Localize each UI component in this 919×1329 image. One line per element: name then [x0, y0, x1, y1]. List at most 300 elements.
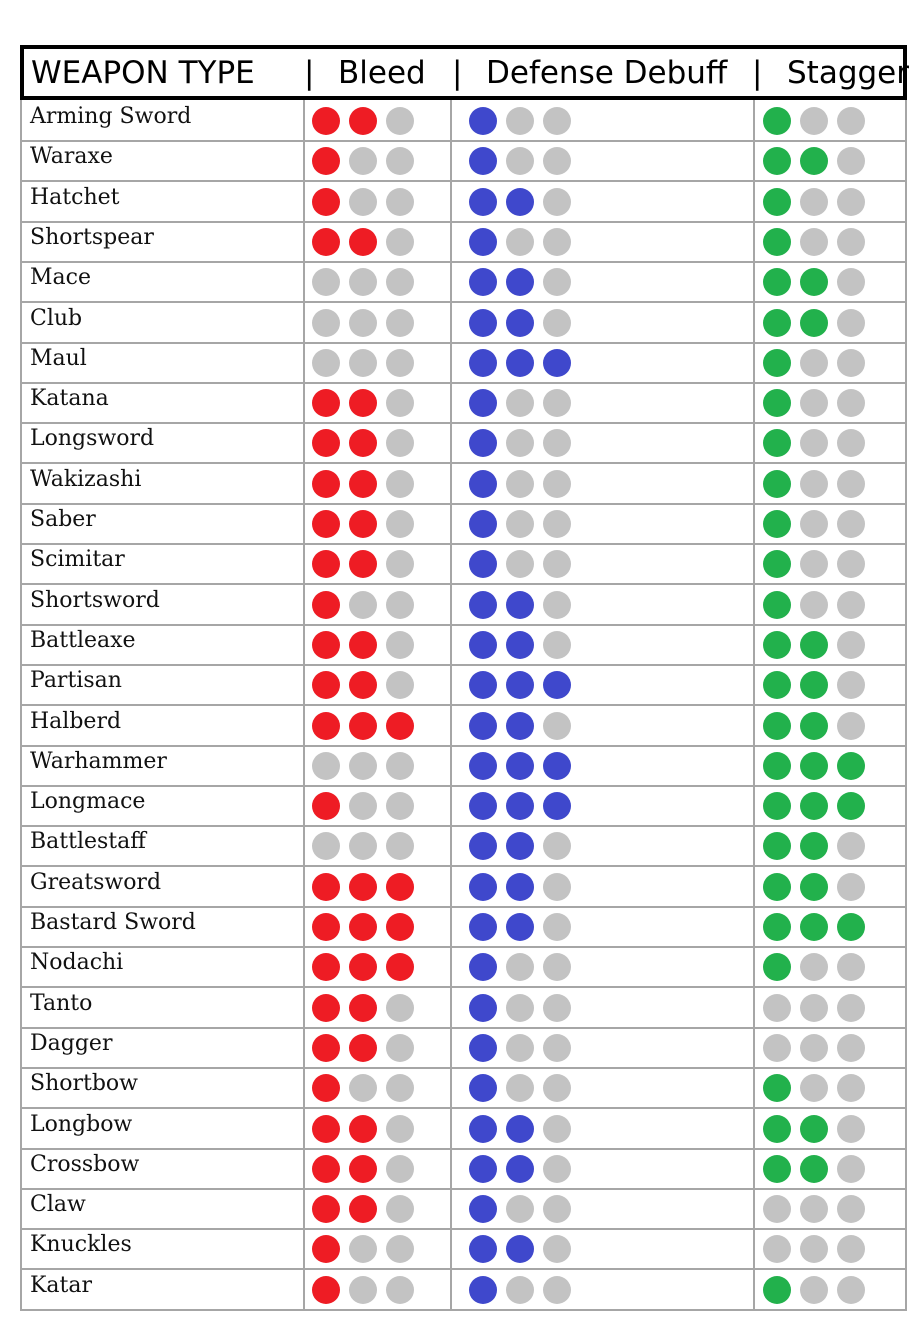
stagger-rating-dot [800, 429, 828, 457]
stagger-rating-dot [763, 631, 791, 659]
bleed-rating-dot [386, 873, 414, 901]
defense-debuff-rating-dot [506, 873, 534, 901]
defense-debuff-rating-dot [506, 953, 534, 981]
stagger-rating-dot [800, 309, 828, 337]
stagger-rating-dot [837, 550, 865, 578]
table-row [20, 866, 907, 907]
stagger-rating-dot [763, 712, 791, 740]
stagger-rating-dot [763, 913, 791, 941]
weapon-name: Shortsword [30, 587, 160, 613]
stagger-rating-dot [800, 1235, 828, 1263]
defense-debuff-rating-dot [469, 712, 497, 740]
stagger-rating-dot [763, 1195, 791, 1223]
bleed-rating-dot [349, 188, 377, 216]
defense-debuff-rating-dot [469, 1195, 497, 1223]
table-row [20, 745, 907, 786]
stagger-rating-dot [763, 953, 791, 981]
defense-debuff-rating-dot [543, 1074, 571, 1102]
defense-debuff-rating-dot [543, 1235, 571, 1263]
stagger-rating-dot [763, 228, 791, 256]
bleed-rating-dot [386, 1155, 414, 1183]
defense-debuff-rating-dot [543, 873, 571, 901]
bleed-rating-dot [386, 1115, 414, 1143]
defense-debuff-rating-dot [543, 1195, 571, 1223]
stagger-rating-dot [763, 107, 791, 135]
defense-debuff-rating-dot [469, 832, 497, 860]
bleed-rating-dot [312, 873, 340, 901]
bleed-rating-dot [386, 510, 414, 538]
bleed-rating-dot [349, 1155, 377, 1183]
defense-debuff-rating-dot [469, 752, 497, 780]
weapon-name: Halberd [30, 708, 122, 734]
defense-debuff-rating-dot [543, 832, 571, 860]
defense-debuff-rating-dot [469, 228, 497, 256]
table-row [20, 422, 907, 463]
bleed-rating-dot [386, 792, 414, 820]
bleed-rating-dot [349, 953, 377, 981]
defense-debuff-rating-dot [469, 147, 497, 175]
defense-debuff-rating-dot [506, 631, 534, 659]
defense-debuff-rating-dot [543, 429, 571, 457]
defense-debuff-rating-dot [469, 591, 497, 619]
stagger-rating-dot [763, 309, 791, 337]
defense-debuff-rating-dot [469, 309, 497, 337]
table-row [20, 302, 907, 343]
bleed-rating-dot [312, 107, 340, 135]
defense-debuff-rating-dot [543, 349, 571, 377]
table-row [20, 140, 907, 181]
bleed-rating-dot [312, 550, 340, 578]
stagger-rating-dot [763, 1034, 791, 1062]
bleed-rating-dot [349, 1034, 377, 1062]
weapon-name: Warhammer [30, 748, 167, 774]
stagger-rating-dot [837, 752, 865, 780]
defense-debuff-rating-dot [506, 1195, 534, 1223]
bleed-rating-dot [312, 429, 340, 457]
table-header [20, 45, 910, 100]
stagger-rating-dot [837, 712, 865, 740]
bleed-rating-dot [312, 1155, 340, 1183]
defense-debuff-rating-dot [506, 591, 534, 619]
stagger-rating-dot [800, 147, 828, 175]
bleed-rating-dot [349, 470, 377, 498]
table-row [20, 624, 907, 665]
defense-debuff-rating-dot [469, 1074, 497, 1102]
stagger-rating-dot [800, 832, 828, 860]
stagger-rating-dot [763, 792, 791, 820]
stagger-rating-dot [800, 1276, 828, 1304]
stagger-rating-dot [800, 1155, 828, 1183]
defense-debuff-rating-dot [469, 1276, 497, 1304]
bleed-rating-dot [312, 1074, 340, 1102]
defense-debuff-rating-dot [469, 349, 497, 377]
stagger-rating-dot [763, 470, 791, 498]
bleed-rating-dot [312, 671, 340, 699]
bleed-rating-dot [312, 1115, 340, 1143]
weapon-name: Battleaxe [30, 627, 136, 653]
bleed-rating-dot [349, 550, 377, 578]
bleed-rating-dot [349, 268, 377, 296]
weapon-name: Mace [30, 265, 91, 291]
stagger-rating-dot [763, 268, 791, 296]
bleed-rating-dot [312, 268, 340, 296]
stagger-rating-dot [837, 913, 865, 941]
bleed-rating-dot [386, 671, 414, 699]
defense-debuff-rating-dot [469, 873, 497, 901]
defense-debuff-rating-dot [543, 389, 571, 417]
stagger-rating-dot [800, 188, 828, 216]
defense-debuff-rating-dot [469, 671, 497, 699]
bleed-rating-dot [386, 470, 414, 498]
weapon-name: Knuckles [30, 1232, 132, 1258]
stagger-rating-dot [763, 752, 791, 780]
stagger-rating-dot [837, 188, 865, 216]
bleed-rating-dot [349, 309, 377, 337]
defense-debuff-rating-dot [469, 792, 497, 820]
bleed-rating-dot [386, 913, 414, 941]
bleed-rating-dot [386, 147, 414, 175]
stagger-rating-dot [800, 470, 828, 498]
stagger-rating-dot [837, 1074, 865, 1102]
bleed-rating-dot [349, 994, 377, 1022]
defense-debuff-rating-dot [506, 309, 534, 337]
bleed-rating-dot [312, 389, 340, 417]
bleed-rating-dot [349, 832, 377, 860]
weapon-name: Saber [30, 507, 96, 532]
stagger-rating-dot [763, 1235, 791, 1263]
defense-debuff-rating-dot [506, 1276, 534, 1304]
stagger-rating-dot [800, 228, 828, 256]
stagger-rating-dot [837, 792, 865, 820]
bleed-rating-dot [312, 752, 340, 780]
bleed-rating-dot [349, 429, 377, 457]
bleed-rating-dot [349, 1276, 377, 1304]
table-row [20, 906, 907, 947]
stagger-rating-dot [763, 832, 791, 860]
defense-debuff-rating-dot [469, 1115, 497, 1143]
defense-debuff-rating-dot [543, 953, 571, 981]
bleed-rating-dot [349, 913, 377, 941]
stagger-rating-dot [837, 147, 865, 175]
table-row [20, 664, 907, 705]
header-bleed: Bleed [338, 55, 426, 91]
defense-debuff-rating-dot [543, 712, 571, 740]
bleed-rating-dot [312, 1195, 340, 1223]
header-separator: | [752, 55, 763, 91]
weapon-name: Club [30, 305, 83, 331]
header-defense-debuff: Defense Debuff [486, 55, 728, 91]
weapon-name: Longsword [30, 426, 155, 452]
defense-debuff-rating-dot [506, 1074, 534, 1102]
bleed-rating-dot [312, 470, 340, 498]
bleed-rating-dot [386, 550, 414, 578]
table-row [20, 1067, 907, 1108]
defense-debuff-rating-dot [469, 1155, 497, 1183]
defense-debuff-rating-dot [543, 309, 571, 337]
bleed-rating-dot [386, 349, 414, 377]
stagger-rating-dot [763, 1115, 791, 1143]
defense-debuff-rating-dot [506, 832, 534, 860]
table-row [20, 946, 907, 987]
defense-debuff-rating-dot [469, 510, 497, 538]
defense-debuff-rating-dot [543, 913, 571, 941]
bleed-rating-dot [349, 1195, 377, 1223]
defense-debuff-rating-dot [543, 591, 571, 619]
bleed-rating-dot [386, 832, 414, 860]
weapon-name: Longbow [30, 1111, 133, 1137]
stagger-rating-dot [800, 349, 828, 377]
bleed-rating-dot [349, 792, 377, 820]
grid-line [20, 1309, 907, 1311]
stagger-rating-dot [837, 873, 865, 901]
table-row [20, 1188, 907, 1229]
table-row [20, 1108, 907, 1149]
bleed-rating-dot [312, 228, 340, 256]
defense-debuff-rating-dot [543, 631, 571, 659]
defense-debuff-rating-dot [469, 1235, 497, 1263]
defense-debuff-rating-dot [469, 268, 497, 296]
defense-debuff-rating-dot [469, 994, 497, 1022]
table-row [20, 261, 907, 302]
bleed-rating-dot [312, 792, 340, 820]
defense-debuff-rating-dot [506, 429, 534, 457]
defense-debuff-rating-dot [506, 1115, 534, 1143]
table-row [20, 1027, 907, 1068]
bleed-rating-dot [312, 591, 340, 619]
defense-debuff-rating-dot [506, 1155, 534, 1183]
stagger-rating-dot [763, 349, 791, 377]
stagger-rating-dot [763, 147, 791, 175]
table-row [20, 1269, 907, 1310]
stagger-rating-dot [800, 873, 828, 901]
defense-debuff-rating-dot [506, 510, 534, 538]
weapon-name: Katar [30, 1272, 93, 1298]
stagger-rating-dot [837, 994, 865, 1022]
stagger-rating-dot [763, 671, 791, 699]
bleed-rating-dot [386, 188, 414, 216]
bleed-rating-dot [312, 913, 340, 941]
defense-debuff-rating-dot [469, 913, 497, 941]
weapon-name: Bastard Sword [30, 910, 196, 935]
bleed-rating-dot [349, 671, 377, 699]
stagger-rating-dot [800, 752, 828, 780]
table-row [20, 543, 907, 584]
defense-debuff-rating-dot [506, 792, 534, 820]
bleed-rating-dot [386, 953, 414, 981]
stagger-rating-dot [837, 268, 865, 296]
stagger-rating-dot [800, 107, 828, 135]
weapon-name: Nodachi [30, 950, 124, 976]
bleed-rating-dot [386, 1034, 414, 1062]
bleed-rating-dot [386, 389, 414, 417]
defense-debuff-rating-dot [469, 550, 497, 578]
header-stagger: Stagger [787, 55, 910, 91]
weapon-name: Crossbow [30, 1151, 140, 1177]
bleed-rating-dot [349, 147, 377, 175]
weapon-name: Katana [30, 386, 109, 412]
table-row [20, 987, 907, 1028]
stagger-rating-dot [763, 389, 791, 417]
defense-debuff-rating-dot [543, 752, 571, 780]
stagger-rating-dot [800, 1115, 828, 1143]
weapon-name: Claw [30, 1192, 86, 1218]
stagger-rating-dot [837, 671, 865, 699]
header-weapon-type: WEAPON TYPE [31, 55, 255, 91]
defense-debuff-rating-dot [506, 107, 534, 135]
bleed-rating-dot [386, 309, 414, 337]
bleed-rating-dot [312, 1276, 340, 1304]
stagger-rating-dot [837, 470, 865, 498]
defense-debuff-rating-dot [506, 752, 534, 780]
defense-debuff-rating-dot [506, 550, 534, 578]
defense-debuff-rating-dot [506, 712, 534, 740]
defense-debuff-rating-dot [543, 994, 571, 1022]
stagger-rating-dot [800, 268, 828, 296]
stagger-rating-dot [837, 1115, 865, 1143]
bleed-rating-dot [386, 712, 414, 740]
bleed-rating-dot [349, 752, 377, 780]
stagger-rating-dot [800, 591, 828, 619]
stagger-rating-dot [763, 1074, 791, 1102]
bleed-rating-dot [386, 591, 414, 619]
table-row [20, 181, 907, 222]
bleed-rating-dot [386, 752, 414, 780]
stagger-rating-dot [800, 1074, 828, 1102]
defense-debuff-rating-dot [469, 631, 497, 659]
bleed-rating-dot [349, 712, 377, 740]
defense-debuff-rating-dot [506, 1034, 534, 1062]
bleed-rating-dot [312, 188, 340, 216]
bleed-rating-dot [386, 268, 414, 296]
stagger-rating-dot [837, 309, 865, 337]
header-separator: | [452, 55, 463, 91]
stagger-rating-dot [800, 510, 828, 538]
stagger-rating-dot [763, 510, 791, 538]
table-row [20, 100, 907, 141]
stagger-rating-dot [763, 429, 791, 457]
stagger-rating-dot [837, 1155, 865, 1183]
stagger-rating-dot [837, 591, 865, 619]
stagger-rating-dot [763, 550, 791, 578]
weapon-name: Wakizashi [30, 466, 142, 492]
bleed-rating-dot [312, 712, 340, 740]
bleed-rating-dot [386, 107, 414, 135]
defense-debuff-rating-dot [469, 470, 497, 498]
defense-debuff-rating-dot [469, 107, 497, 135]
bleed-rating-dot [349, 591, 377, 619]
bleed-rating-dot [386, 1195, 414, 1223]
bleed-rating-dot [312, 309, 340, 337]
defense-debuff-rating-dot [506, 470, 534, 498]
stagger-rating-dot [837, 631, 865, 659]
bleed-rating-dot [312, 1235, 340, 1263]
stagger-rating-dot [800, 792, 828, 820]
defense-debuff-rating-dot [543, 228, 571, 256]
defense-debuff-rating-dot [543, 1155, 571, 1183]
stagger-rating-dot [763, 1155, 791, 1183]
defense-debuff-rating-dot [506, 188, 534, 216]
stagger-rating-dot [800, 1034, 828, 1062]
table-row [20, 503, 907, 544]
defense-debuff-rating-dot [543, 550, 571, 578]
stagger-rating-dot [800, 712, 828, 740]
stagger-rating-dot [800, 953, 828, 981]
bleed-rating-dot [312, 953, 340, 981]
bleed-rating-dot [386, 228, 414, 256]
stagger-rating-dot [800, 913, 828, 941]
stagger-rating-dot [763, 188, 791, 216]
stagger-rating-dot [800, 631, 828, 659]
bleed-rating-dot [349, 1074, 377, 1102]
header-separator: | [304, 55, 315, 91]
defense-debuff-rating-dot [543, 188, 571, 216]
bleed-rating-dot [312, 994, 340, 1022]
bleed-rating-dot [349, 1115, 377, 1143]
defense-debuff-rating-dot [506, 268, 534, 296]
stagger-rating-dot [837, 832, 865, 860]
bleed-rating-dot [386, 994, 414, 1022]
defense-debuff-rating-dot [543, 470, 571, 498]
defense-debuff-rating-dot [543, 268, 571, 296]
table-row [20, 382, 907, 423]
weapon-name: Shortspear [30, 224, 154, 250]
weapon-name: Greatsword [30, 869, 162, 895]
defense-debuff-rating-dot [543, 1034, 571, 1062]
table-row [20, 785, 907, 826]
defense-debuff-rating-dot [506, 349, 534, 377]
stagger-rating-dot [837, 510, 865, 538]
weapon-name: Longmace [30, 789, 146, 815]
defense-debuff-rating-dot [469, 188, 497, 216]
defense-debuff-rating-dot [469, 389, 497, 417]
bleed-rating-dot [349, 1235, 377, 1263]
defense-debuff-rating-dot [543, 671, 571, 699]
bleed-rating-dot [386, 429, 414, 457]
defense-debuff-rating-dot [543, 792, 571, 820]
weapon-name: Arming Sword [30, 104, 192, 129]
bleed-rating-dot [386, 1235, 414, 1263]
stagger-rating-dot [800, 389, 828, 417]
stagger-rating-dot [837, 1195, 865, 1223]
weapon-name: Partisan [30, 668, 122, 694]
stagger-rating-dot [837, 429, 865, 457]
defense-debuff-rating-dot [506, 147, 534, 175]
defense-debuff-rating-dot [543, 1276, 571, 1304]
bleed-rating-dot [386, 631, 414, 659]
stagger-rating-dot [837, 1276, 865, 1304]
stagger-rating-dot [837, 107, 865, 135]
defense-debuff-rating-dot [506, 913, 534, 941]
table-row [20, 705, 907, 746]
bleed-rating-dot [349, 873, 377, 901]
defense-debuff-rating-dot [506, 671, 534, 699]
bleed-rating-dot [349, 349, 377, 377]
stagger-rating-dot [837, 349, 865, 377]
bleed-rating-dot [312, 631, 340, 659]
weapon-name: Tanto [30, 990, 93, 1016]
defense-debuff-rating-dot [543, 1115, 571, 1143]
defense-debuff-rating-dot [469, 1034, 497, 1062]
stagger-rating-dot [800, 994, 828, 1022]
stagger-rating-dot [837, 1235, 865, 1263]
stagger-rating-dot [763, 873, 791, 901]
defense-debuff-rating-dot [543, 510, 571, 538]
table-row [20, 463, 907, 504]
bleed-rating-dot [349, 389, 377, 417]
defense-debuff-rating-dot [469, 953, 497, 981]
table-row [20, 1228, 907, 1269]
stagger-rating-dot [837, 228, 865, 256]
